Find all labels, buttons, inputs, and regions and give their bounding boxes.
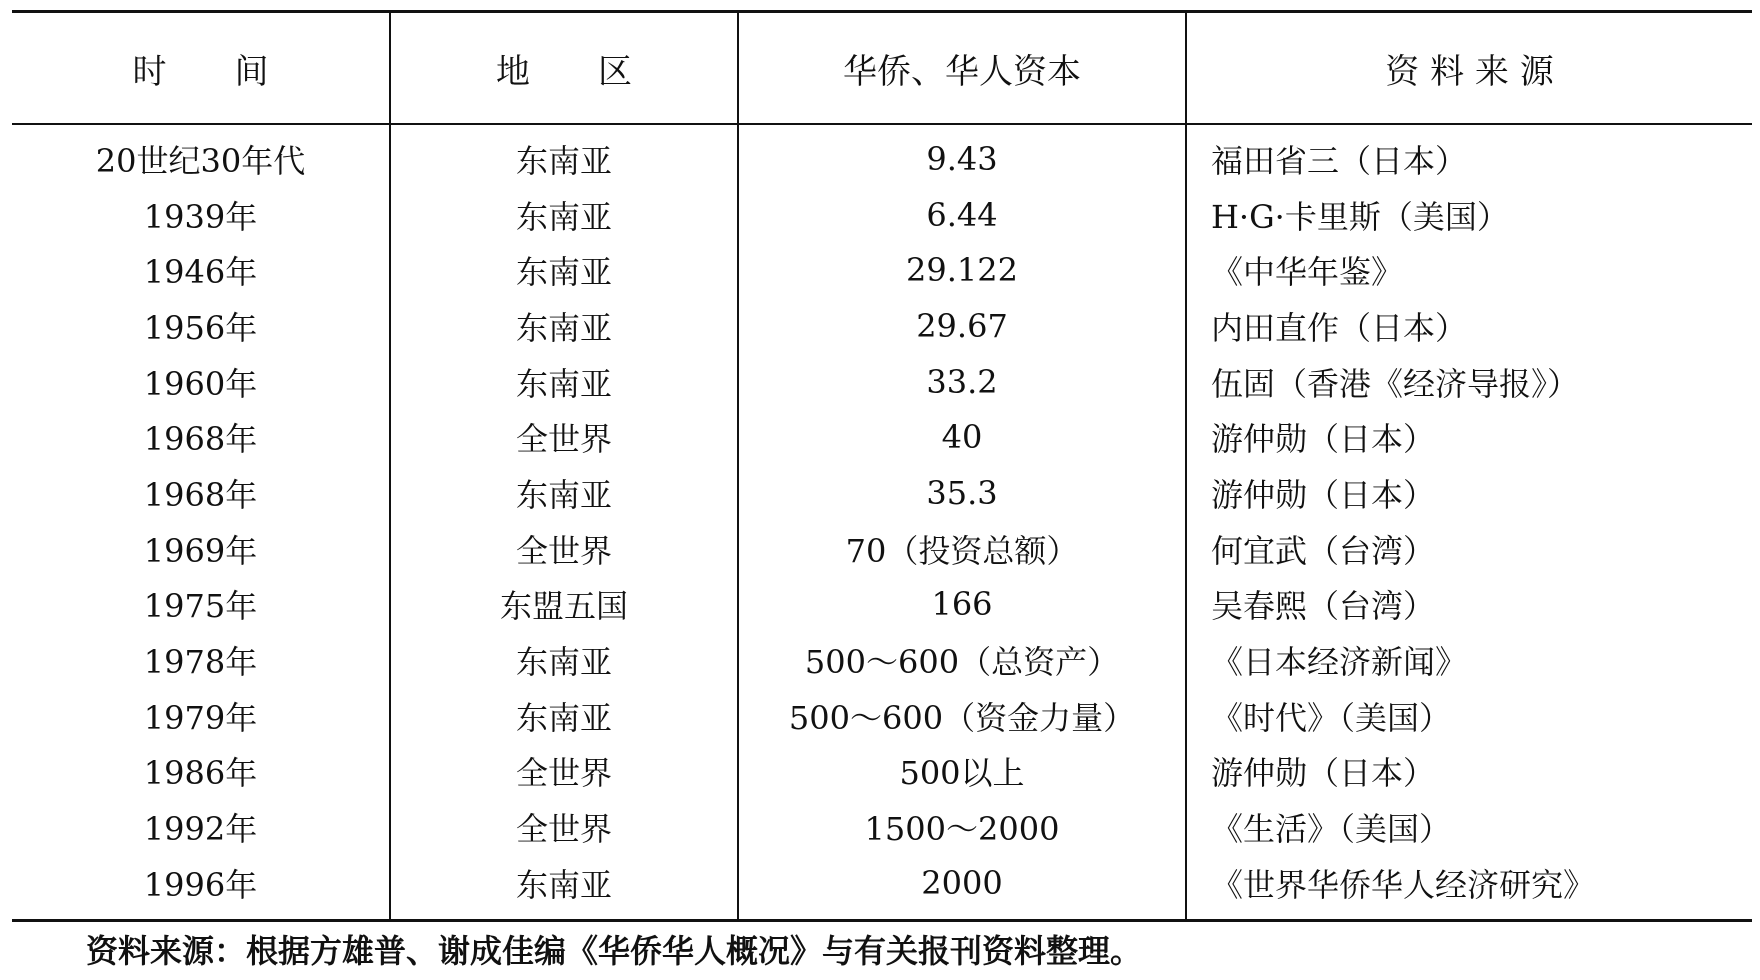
cell-region: 东南亚 — [390, 855, 738, 920]
cell-source: H·G·卡里斯（美国） — [1186, 187, 1752, 243]
table-row — [12, 242, 1752, 298]
cell-region: 全世界 — [390, 409, 738, 465]
header-region: 地 区 — [390, 12, 738, 125]
cell-capital: 9.43 — [738, 124, 1186, 187]
table-row — [12, 409, 1752, 465]
cell-time: 1968年 — [143, 420, 258, 459]
table-row — [12, 632, 1752, 688]
table-body — [12, 124, 1752, 920]
cell-source: 游仲勋（日本） — [1186, 744, 1752, 800]
header-source: 资 料 来 源 — [1186, 12, 1752, 125]
cell-region: 东南亚 — [390, 688, 738, 744]
cell-capital: 29.67 — [738, 298, 1186, 354]
table-row — [12, 354, 1752, 410]
table-row — [12, 744, 1752, 800]
cell-capital: 29.122 — [738, 242, 1186, 298]
cell-time: 1975年 — [143, 587, 258, 626]
cell-time: 1969年 — [143, 531, 258, 570]
cell-region: 全世界 — [390, 521, 738, 577]
table-row — [12, 124, 1752, 187]
header-capital: 华侨、华人资本 — [738, 12, 1186, 125]
table-header-row — [12, 12, 1752, 125]
table-row — [12, 187, 1752, 243]
cell-time: 1992年 — [143, 810, 258, 849]
cell-source: 《时代》（美国） — [1186, 688, 1752, 744]
cell-region: 东南亚 — [390, 465, 738, 521]
cell-capital: 2000 — [738, 855, 1186, 920]
table-row — [12, 688, 1752, 744]
cell-source: 《世界华侨华人经济研究》 — [1186, 855, 1752, 920]
cell-region: 东南亚 — [390, 124, 738, 187]
cell-time: 1939年 — [143, 197, 258, 236]
cell-source: 内田直作（日本） — [1186, 298, 1752, 354]
cell-region: 东盟五国 — [390, 577, 738, 633]
cell-source: 吴春熙（台湾） — [1186, 577, 1752, 633]
source-footnote: 资料来源：根据方雄普、谢成佳编《华侨华人概况》与有关报刊资料整理。 — [86, 932, 1143, 970]
cell-source: 福田省三（日本） — [1186, 124, 1752, 187]
cell-capital: 500～600（资金力量） — [738, 688, 1186, 744]
cell-region: 东南亚 — [390, 242, 738, 298]
cell-capital: 33.2 — [738, 354, 1186, 410]
cell-time: 1956年 — [143, 308, 258, 347]
cell-capital: 70（投资总额） — [738, 521, 1186, 577]
cell-region: 东南亚 — [390, 632, 738, 688]
table-row — [12, 799, 1752, 855]
table-row — [12, 855, 1752, 920]
cell-region: 东南亚 — [390, 354, 738, 410]
cell-source: 何宜武（台湾） — [1186, 521, 1752, 577]
cell-time: 20世纪30年代 — [95, 141, 306, 180]
cell-time: 1986年 — [143, 754, 258, 793]
cell-time: 1960年 — [143, 364, 258, 403]
cell-capital: 35.3 — [738, 465, 1186, 521]
cell-region: 东南亚 — [390, 187, 738, 243]
cell-time: 1978年 — [143, 643, 258, 682]
cell-time: 1968年 — [143, 475, 258, 514]
cell-capital: 500以上 — [738, 744, 1186, 800]
cell-time: 1946年 — [143, 253, 258, 292]
cell-region: 东南亚 — [390, 298, 738, 354]
header-time: 时 间 — [12, 12, 390, 125]
cell-capital: 166 — [738, 577, 1186, 633]
cell-source: 《生活》（美国） — [1186, 799, 1752, 855]
cell-time: 1979年 — [143, 698, 258, 737]
table-row — [12, 298, 1752, 354]
cell-region: 全世界 — [390, 744, 738, 800]
table-row — [12, 465, 1752, 521]
overseas-chinese-capital-table — [12, 10, 1752, 922]
cell-source: 游仲勋（日本） — [1186, 465, 1752, 521]
table-row — [12, 521, 1752, 577]
cell-capital: 1500～2000 — [738, 799, 1186, 855]
cell-region: 全世界 — [390, 799, 738, 855]
table-row — [12, 577, 1752, 633]
cell-time: 1996年 — [143, 865, 258, 904]
cell-capital: 6.44 — [738, 187, 1186, 243]
cell-capital: 500～600（总资产） — [738, 632, 1186, 688]
cell-source: 《日本经济新闻》 — [1186, 632, 1752, 688]
cell-source: 《中华年鉴》 — [1186, 242, 1752, 298]
cell-source: 游仲勋（日本） — [1186, 409, 1752, 465]
cell-capital: 40 — [738, 409, 1186, 465]
cell-source: 伍固（香港《经济导报》） — [1186, 354, 1752, 410]
capital-table-container — [12, 10, 1752, 922]
